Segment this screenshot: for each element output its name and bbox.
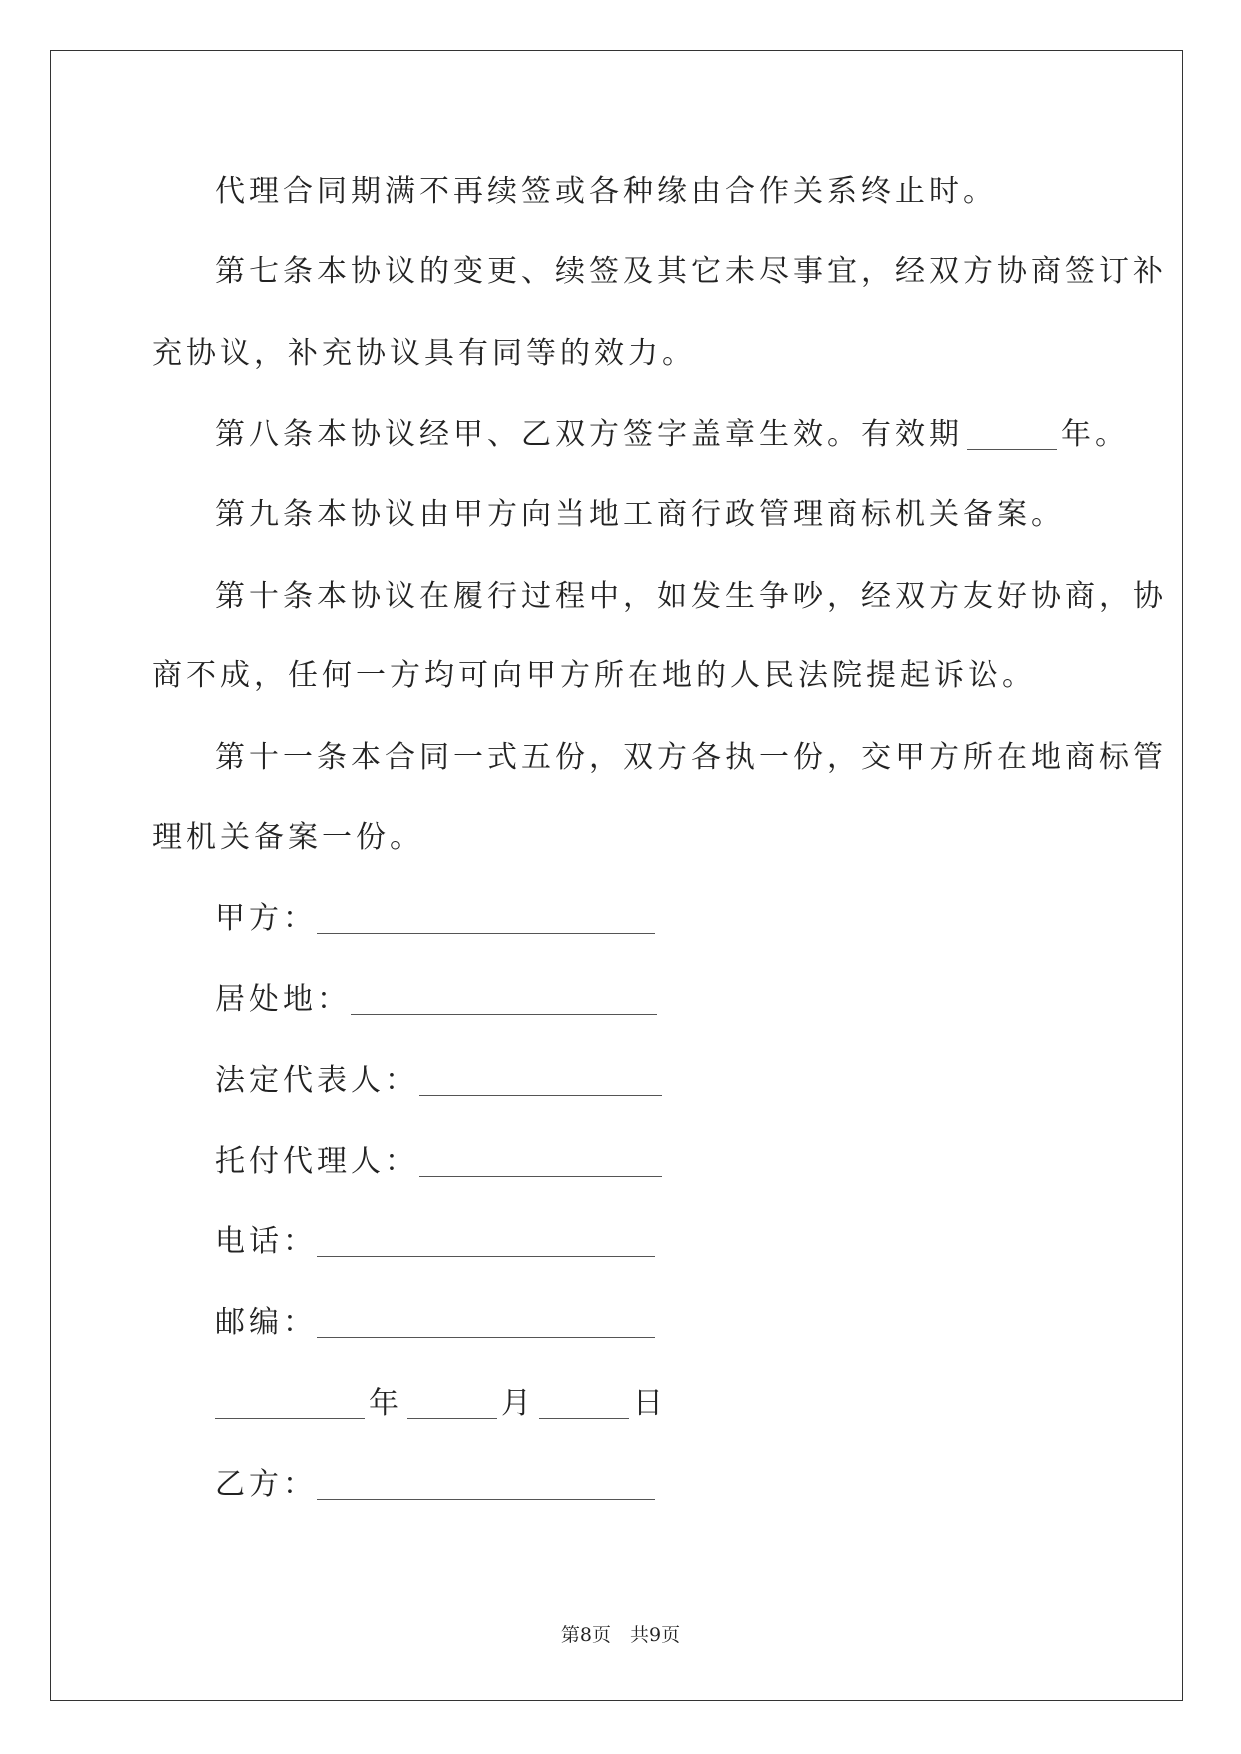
paragraph-line-6: 第十条本协议在履行过程中，如发生争吵，经双方友好协商，协	[215, 579, 1167, 614]
paragraph-line-3: 充协议，补充协议具有同等的效力。	[152, 336, 696, 371]
page-border	[50, 50, 1183, 1701]
party-b-field	[215, 1467, 655, 1502]
date-day-blank[interactable]	[539, 1392, 629, 1419]
validity-text: 第八条本协议经甲、乙双方签字盖章生效。有效期	[215, 417, 963, 452]
postcode-blank[interactable]	[317, 1311, 655, 1338]
date-month-label: 月	[501, 1386, 535, 1421]
address-label: 居处地：	[215, 982, 351, 1017]
paragraph-line-1: 代理合同期满不再续签或各种缘由合作关系终止时。	[215, 174, 997, 209]
paragraph-line-2: 第七条本协议的变更、续签及其它未尽事宜，经双方协商签订补	[215, 254, 1167, 289]
paragraph-line-7: 商不成，任何一方均可向甲方所在地的人民法院提起诉讼。	[152, 658, 1036, 693]
party-a-label: 甲方：	[215, 901, 317, 936]
agent-blank[interactable]	[419, 1150, 662, 1177]
legal-rep-field	[215, 1063, 662, 1098]
agent-label: 托付代理人：	[215, 1144, 419, 1179]
phone-label: 电话：	[215, 1224, 317, 1259]
party-a-field	[215, 901, 655, 936]
date-day-label: 日	[633, 1386, 667, 1421]
validity-line	[215, 417, 1129, 452]
date-year-blank[interactable]	[215, 1392, 365, 1419]
date-year-label: 年	[369, 1386, 403, 1421]
date-field	[215, 1386, 667, 1421]
postcode-label: 邮编：	[215, 1305, 317, 1340]
validity-year-suffix: 年。	[1061, 417, 1129, 452]
phone-field	[215, 1224, 655, 1259]
legal-rep-blank[interactable]	[419, 1069, 662, 1096]
address-blank[interactable]	[351, 988, 657, 1015]
page-number: 第8页 共9页	[560, 1624, 681, 1646]
date-month-blank[interactable]	[407, 1392, 497, 1419]
party-b-label: 乙方：	[215, 1467, 317, 1502]
phone-blank[interactable]	[317, 1230, 655, 1257]
party-a-blank[interactable]	[317, 907, 655, 934]
address-field	[215, 982, 657, 1017]
agent-field	[215, 1144, 662, 1179]
paragraph-line-5: 第九条本协议由甲方向当地工商行政管理商标机关备案。	[215, 497, 1065, 532]
paragraph-line-9: 理机关备案一份。	[152, 820, 424, 855]
party-b-blank[interactable]	[317, 1473, 655, 1500]
legal-rep-label: 法定代表人：	[215, 1063, 419, 1098]
validity-years-blank[interactable]	[967, 423, 1057, 450]
paragraph-line-8: 第十一条本合同一式五份，双方各执一份，交甲方所在地商标管	[215, 740, 1167, 775]
postcode-field	[215, 1305, 655, 1340]
